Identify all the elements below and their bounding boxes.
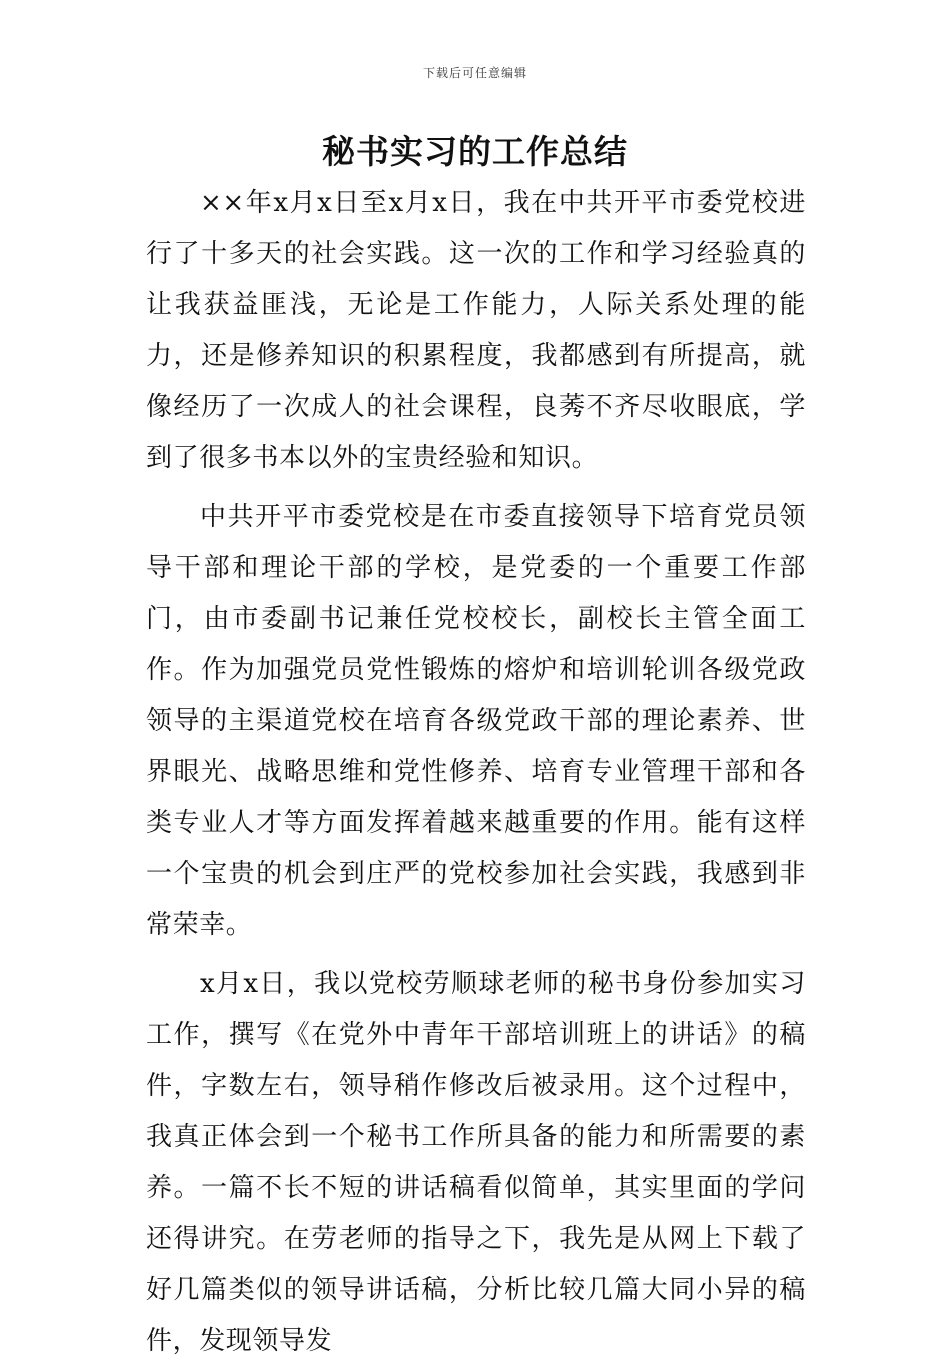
paragraph-2: 中共开平市委党校是在市委直接领导下培育党员领导干部和理论干部的学校，是党委的一个重要工作部门，由市委副书记兼任党校校长，副校长主管全面工作。作为加强党员党性锻炼的熔炉和培训轮训各级党政领导的主渠道党校在培育各级党政干部的理论素养、世界眼光、战略思维和党性修养、培育专业管理干部和各类专业人才等方面发挥着越来越重要的作用。能有这样一个宝贵的机会到庄严的党校参加社会实践，我感到非常荣幸。 bbox=[146, 502, 806, 940]
document-body bbox=[146, 178, 806, 1369]
paragraph-3: x月x日，我以党校劳顺球老师的秘书身份参加实习工作，撰写《在党外中青年干部培训班上的讲话》的稿件，字数左右，领导稍作修改后被录用。这个过程中，我真正体会到一个秘书工作所具备的能力和所需要的素养。一篇不长不短的讲话稿看似简单，其实里面的学问还得讲究。在劳老师的指导之下，我先是从网上下载了好几篇类似的领导讲话稿，分析比较几篇大同小异的稿件，发现领导发 bbox=[146, 969, 806, 1356]
header-note: 下载后可任意编辑 bbox=[422, 66, 527, 80]
paragraph-1: ××年x月x日至x月x日，我在中共开平市委党校进行了十多天的社会实践。这一次的工作和学习经验真的让我获益匪浅，无论是工作能力，人际关系处理的能力，还是修养知识的积累程度，我都感到有所提高，就像经历了一次成人的社会课程，良莠不齐尽收眼底，学到了很多书本以外的宝贵经验和知识。 bbox=[146, 188, 806, 473]
document-title: 秘书实习的工作总结 bbox=[322, 132, 628, 171]
